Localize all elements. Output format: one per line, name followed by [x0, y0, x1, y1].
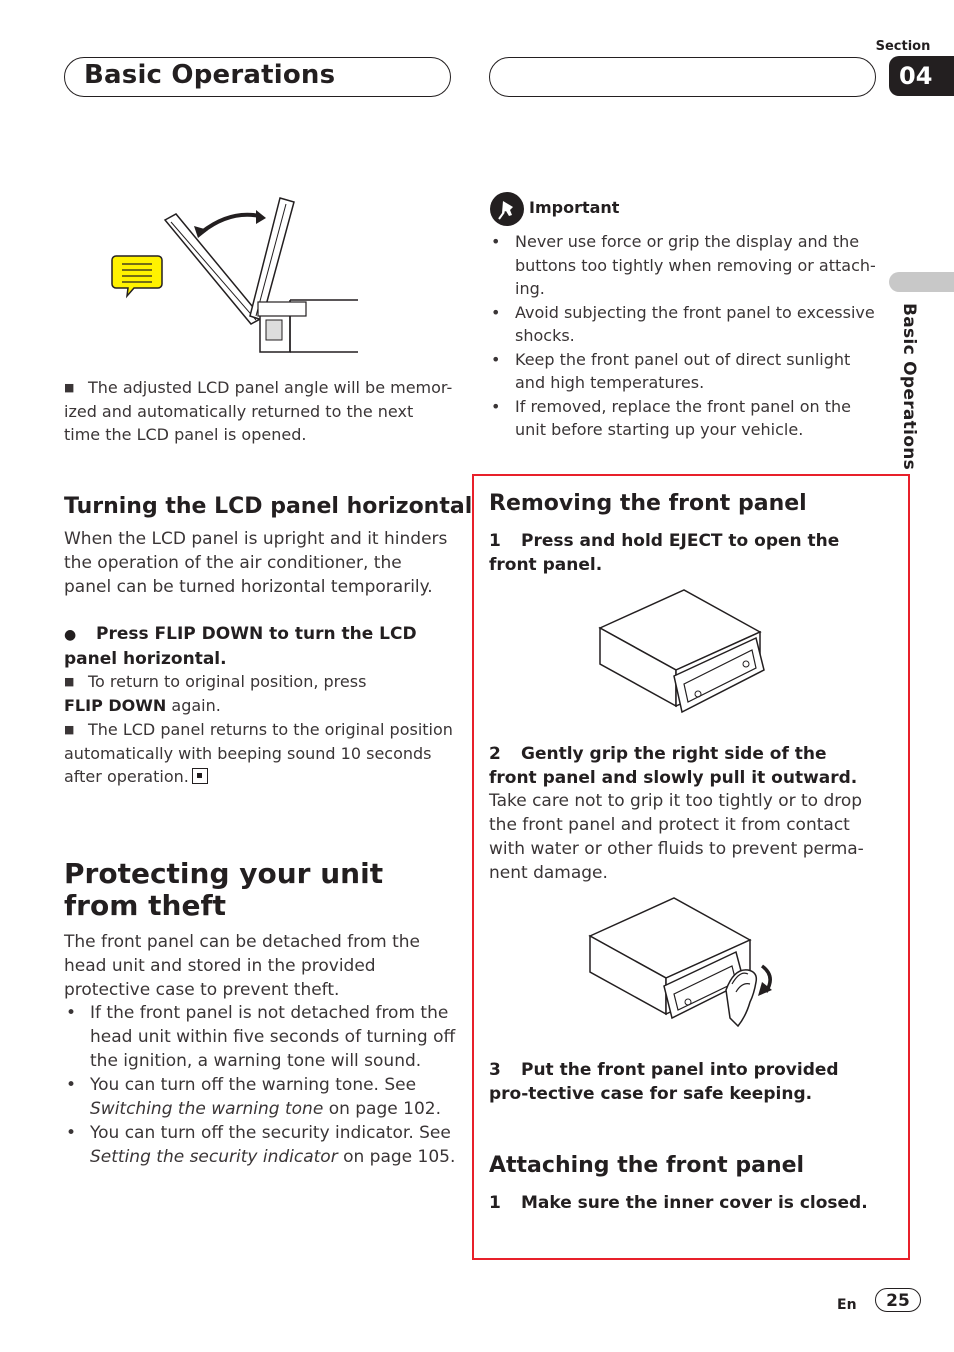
list-item: • Never use force or grip the display and the buttons too tightly when removing or attach-ing. — [489, 230, 879, 301]
turning-heading: Turning the LCD panel horizontal — [64, 494, 473, 519]
header-blank-pill — [489, 57, 876, 97]
protecting-bullet-2-post: on page 102. — [328, 1099, 441, 1119]
protecting-bullets — [64, 1001, 456, 1169]
head-unit-grip-illustration — [586, 896, 782, 1032]
removing-heading: Removing the front panel — [489, 491, 807, 516]
note-icon — [112, 256, 162, 296]
turning-intro: When the LCD panel is upright and it hinders the operation of the air conditioner, the panel can be turned horizontal temporarily. — [64, 529, 448, 597]
important-label: Important — [529, 198, 620, 217]
turning-step-text: Press FLIP DOWN to turn the LCD panel horizontal. — [64, 624, 417, 669]
step-number: 3 — [489, 1060, 501, 1080]
lcd-panel-illustration — [110, 190, 370, 360]
attaching-step-1-text: Make sure the inner cover is closed. — [521, 1193, 868, 1213]
square-bullet-icon: ■ — [64, 381, 75, 394]
removing-step-2 — [489, 742, 879, 790]
protecting-bullet-1: If the front panel is not detached from the head unit within five seconds of turning off the ignition, a warning tone will sound. — [90, 1003, 456, 1071]
turning-note-2-text: The LCD panel returns to the original position automatically with beeping sound 10 seconds after operation. — [64, 720, 453, 786]
list-item: • Keep the front panel out of direct sunlight and high temperatures. — [489, 348, 879, 395]
step-number: 1 — [489, 1193, 501, 1213]
side-tab-marker — [889, 272, 954, 292]
page-number: 25 — [875, 1288, 921, 1312]
removing-step-1-text: Press and hold EJECT to open the front panel. — [489, 531, 840, 575]
list-item: • Avoid subjecting the front panel to excessive shocks. — [489, 301, 879, 348]
turning-step — [64, 622, 456, 671]
removing-step-3 — [489, 1058, 879, 1106]
list-item — [64, 1001, 456, 1073]
removing-step-2-text: Gently grip the right side of the front panel and slowly pull it outward. — [489, 744, 858, 788]
protecting-bullet-3-ref: Setting the security indicator — [90, 1147, 338, 1167]
language-label: En — [837, 1297, 857, 1313]
turning-note-1-post: again. — [171, 695, 221, 715]
flip-down-key-name: FLIP DOWN — [64, 695, 167, 715]
square-bullet-icon: ■ — [64, 675, 75, 688]
end-mark-icon — [192, 768, 208, 784]
section-number-badge: 04 — [889, 56, 954, 96]
removing-step-1 — [489, 529, 879, 577]
attaching-step-1 — [489, 1191, 879, 1215]
side-tab-label: Basic Operations — [899, 303, 919, 471]
lcd-memorized-note — [64, 376, 454, 447]
square-bullet-icon: ■ — [64, 723, 75, 736]
head-unit-open-illustration — [596, 588, 768, 718]
step-number: 1 — [489, 531, 501, 551]
important-pin-icon — [489, 191, 525, 227]
round-bullet-icon: ● — [64, 627, 77, 643]
turning-note-2 — [64, 718, 454, 789]
list-item — [64, 1073, 456, 1121]
protecting-bullet-2-ref: Switching the warning tone — [90, 1099, 324, 1119]
attaching-heading: Attaching the front panel — [489, 1153, 805, 1178]
list-item: • If removed, replace the front panel on the unit before starting up your vehicle. — [489, 395, 879, 442]
list-item — [64, 1121, 456, 1169]
removing-step-2-body: Take care not to grip it too tightly or to drop the front panel and protect it from contact with water or other fluids to prevent perma-nent damage. — [489, 791, 864, 883]
turning-note-1 — [64, 670, 454, 717]
page-header-title: Basic Operations — [84, 60, 336, 90]
protecting-heading: Protecting your unit from theft — [64, 857, 384, 922]
turning-note-1-pre: To return to original position, press — [88, 672, 367, 691]
protecting-bullet-2-pre: You can turn off the warning tone. See — [90, 1075, 417, 1095]
important-list — [489, 230, 879, 442]
section-label: Section — [875, 39, 931, 54]
protecting-bullet-3-post: on page 105. — [343, 1147, 456, 1167]
protecting-bullet-3-pre: You can turn off the security indicator. See — [90, 1123, 451, 1143]
removing-step-3-text: Put the front panel into provided pro-tective case for safe keeping. — [489, 1060, 839, 1104]
protecting-intro: The front panel can be detached from the head unit and stored in the provided protective case to prevent theft. — [64, 932, 421, 1000]
lcd-memorized-note-text: The adjusted LCD panel angle will be memor-ized and automatically returned to the next time the LCD panel is opened. — [64, 378, 453, 444]
step-number: 2 — [489, 744, 501, 764]
